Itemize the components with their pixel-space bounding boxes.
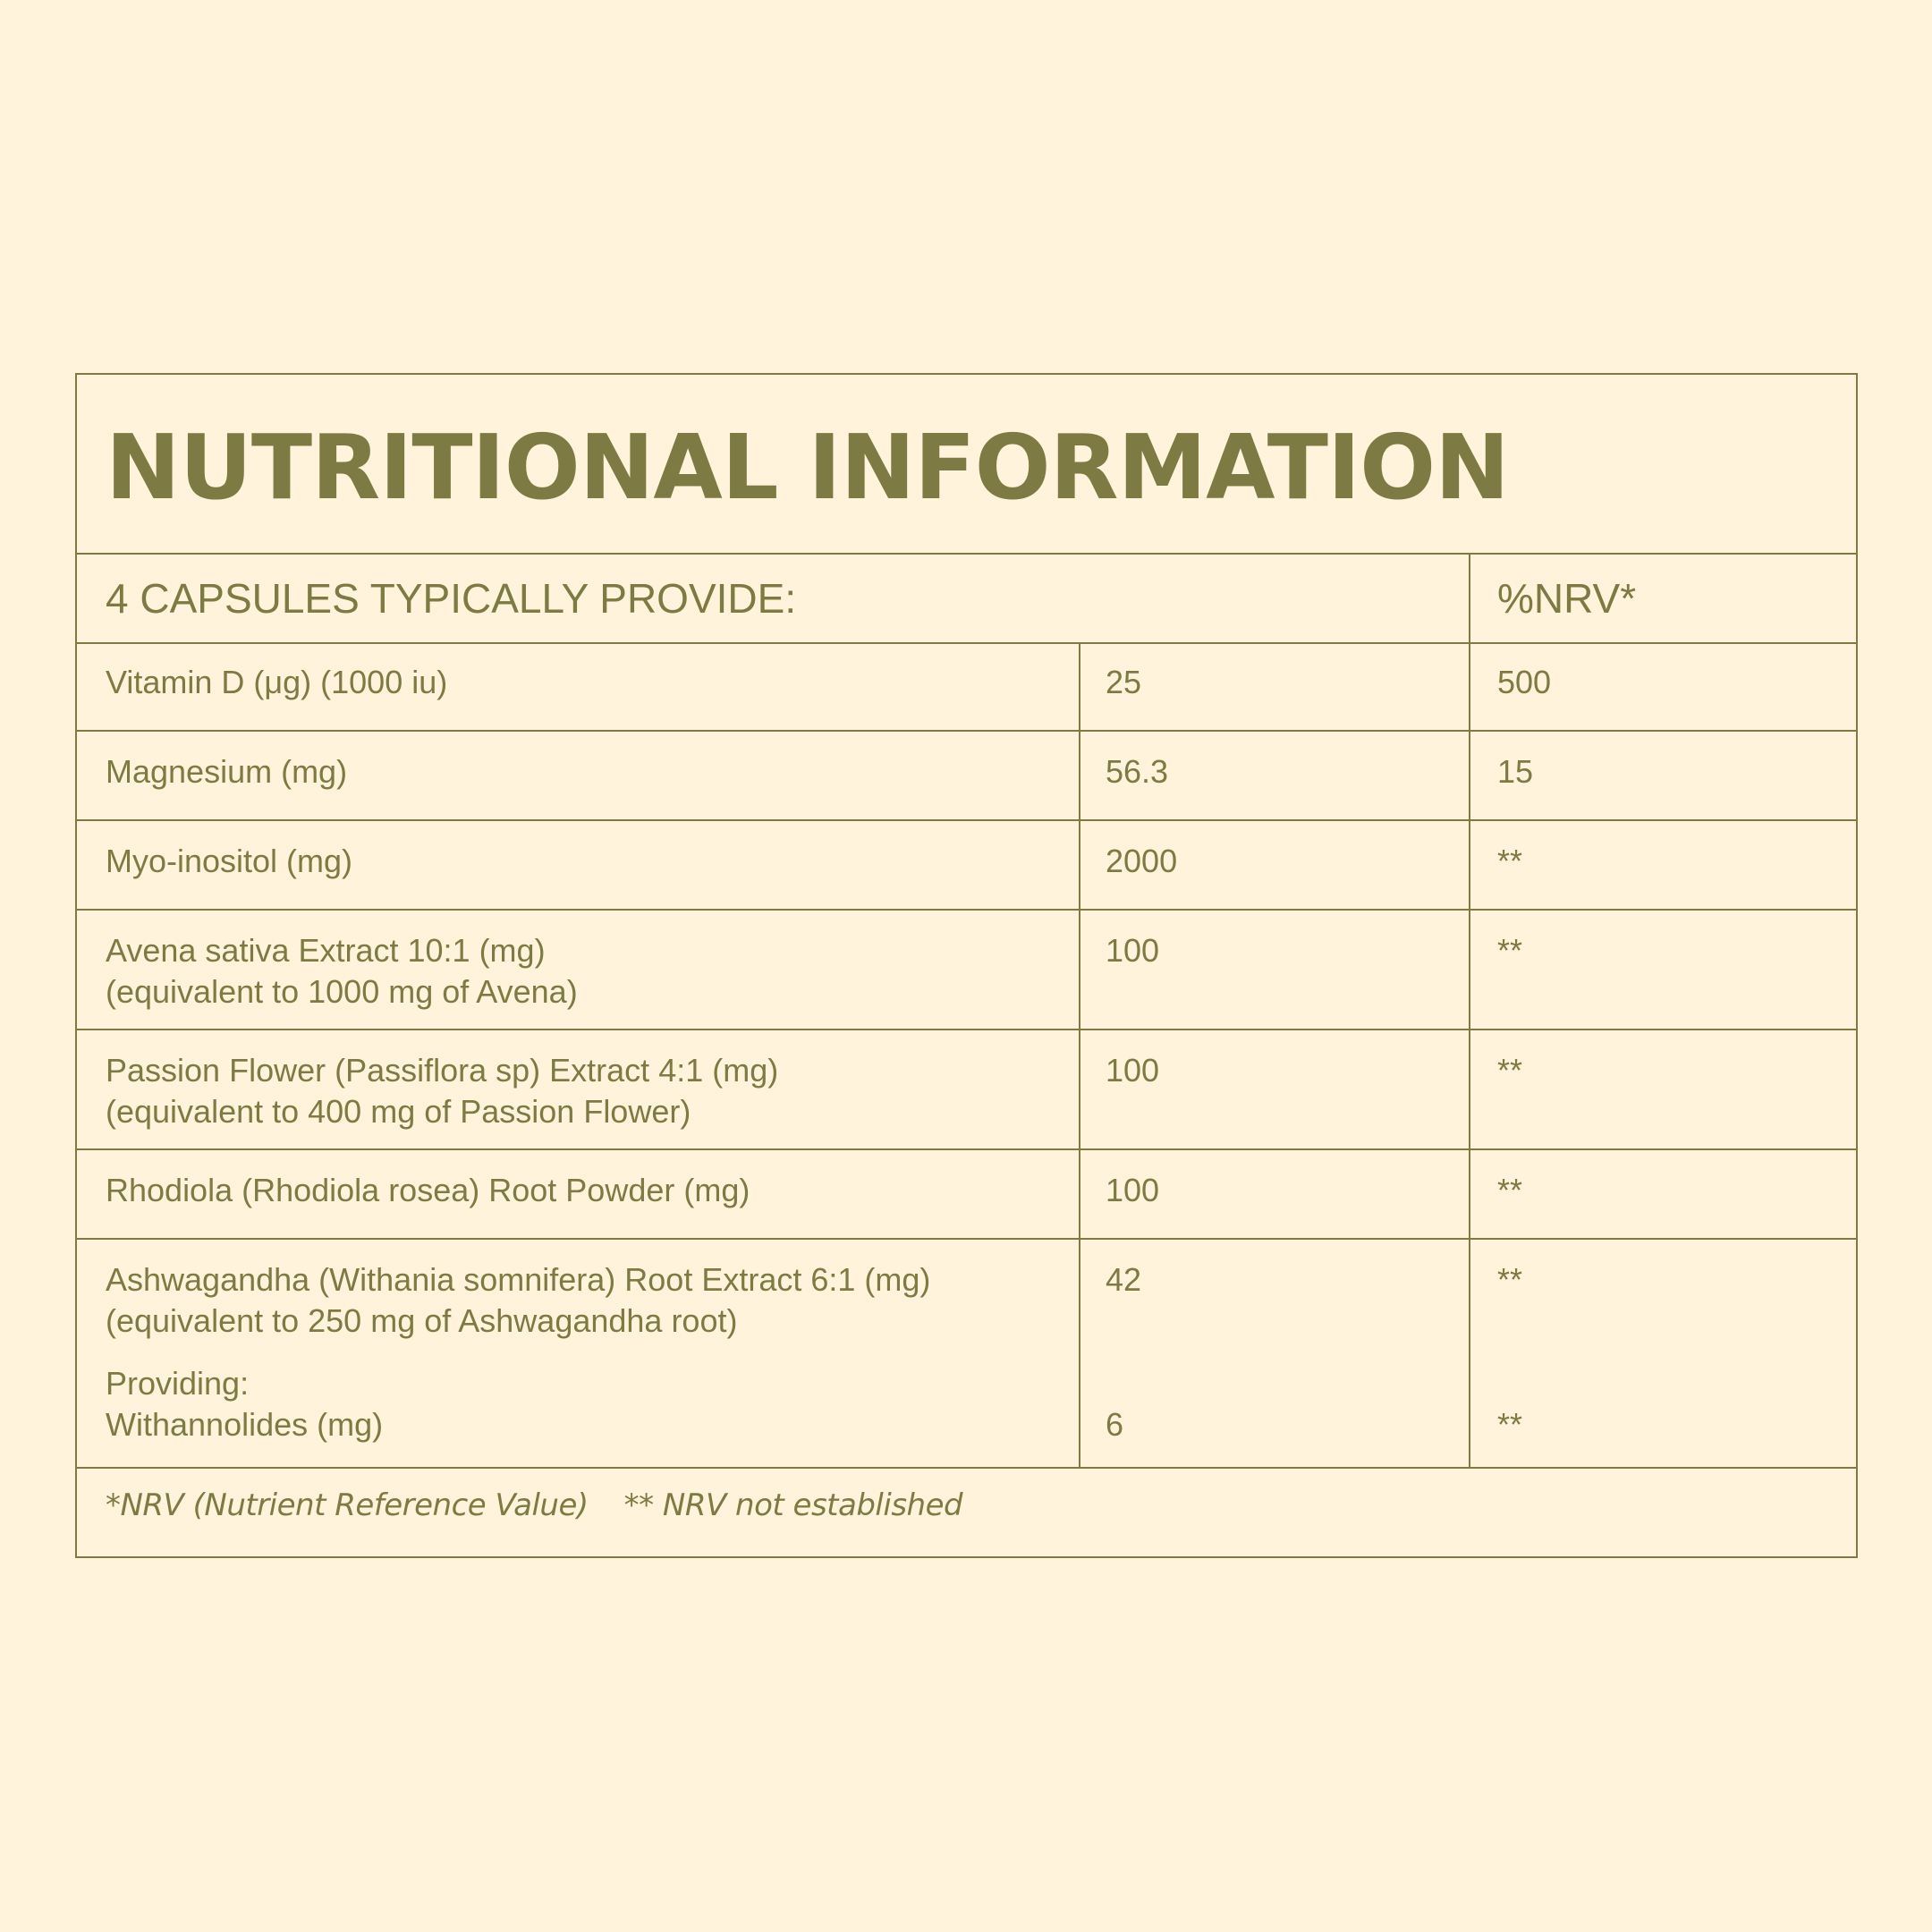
nutrient-name: Passion Flower (Passiflora sp) Extract 4:1 (mg) bbox=[106, 1052, 779, 1089]
nutrient-nrv: ** bbox=[1497, 843, 1523, 879]
sub-nutrient-name: Withannolides (mg) bbox=[106, 1406, 384, 1443]
column-divider bbox=[1079, 1240, 1080, 1467]
nutrient-nrv: 15 bbox=[1497, 753, 1534, 790]
nrv-footnote: *NRV (Nutrient Reference Value) bbox=[106, 1487, 589, 1523]
nutrient-amount: 56.3 bbox=[1106, 753, 1169, 790]
nutrient-amount: 100 bbox=[1106, 1052, 1160, 1089]
column-divider bbox=[1079, 821, 1080, 909]
footnote bbox=[106, 1487, 963, 1523]
table-row bbox=[77, 1240, 1856, 1469]
nutrient-equivalent: (equivalent to 400 mg of Passion Flower) bbox=[106, 1093, 691, 1130]
nutrient-amount: 42 bbox=[1106, 1261, 1142, 1298]
nutrient-nrv: 500 bbox=[1497, 664, 1552, 700]
table-row bbox=[77, 1150, 1856, 1240]
table-header bbox=[77, 553, 1856, 644]
table-row bbox=[77, 1030, 1856, 1150]
title-row bbox=[77, 375, 1856, 555]
nutrient-nrv: ** bbox=[1497, 1172, 1523, 1208]
nutrient-amount: 25 bbox=[1106, 664, 1142, 700]
column-divider bbox=[1079, 642, 1080, 730]
nutrient-amount: 2000 bbox=[1106, 843, 1178, 879]
column-divider bbox=[1079, 732, 1080, 819]
column-divider bbox=[1469, 1150, 1470, 1238]
column-divider bbox=[1469, 642, 1470, 730]
header-column-divider bbox=[1469, 553, 1470, 642]
column-divider bbox=[1469, 911, 1470, 1029]
nutrient-nrv: ** bbox=[1497, 1052, 1523, 1089]
column-divider bbox=[1079, 1030, 1080, 1148]
nutrition-table bbox=[75, 373, 1858, 1558]
nrv-header: %NRV* bbox=[1497, 575, 1637, 622]
serving-label: 4 CAPSULES TYPICALLY PROVIDE: bbox=[106, 575, 797, 622]
table-row bbox=[77, 642, 1856, 732]
nutrient-name: Vitamin D (μg) (1000 iu) bbox=[106, 664, 448, 700]
nutrient-name: Ashwagandha (Withania somnifera) Root Extract 6:1 (mg) bbox=[106, 1261, 931, 1298]
nutrient-amount: 100 bbox=[1106, 1172, 1160, 1208]
nutrient-equivalent: (equivalent to 1000 mg of Avena) bbox=[106, 973, 578, 1010]
column-divider bbox=[1469, 732, 1470, 819]
not-established-footnote: ** NRV not established bbox=[623, 1487, 963, 1523]
nutrient-nrv: ** bbox=[1497, 1261, 1523, 1298]
column-divider bbox=[1079, 911, 1080, 1029]
nutrient-nrv: ** bbox=[1497, 932, 1523, 969]
sub-nutrient-amount: 6 bbox=[1106, 1406, 1124, 1443]
sub-nutrient-nrv: ** bbox=[1497, 1406, 1523, 1443]
nutrient-name: Rhodiola (Rhodiola rosea) Root Powder (mg) bbox=[106, 1172, 750, 1208]
nutrient-equivalent: (equivalent to 250 mg of Ashwagandha root) bbox=[106, 1302, 738, 1339]
column-divider bbox=[1079, 1150, 1080, 1238]
providing-label: Providing: bbox=[106, 1365, 250, 1402]
nutrient-name: Magnesium (mg) bbox=[106, 753, 348, 790]
column-divider bbox=[1469, 1240, 1470, 1467]
table-row bbox=[77, 732, 1856, 821]
table-row bbox=[77, 821, 1856, 911]
column-divider bbox=[1469, 1030, 1470, 1148]
page-title: NUTRITIONAL INFORMATION bbox=[106, 415, 1509, 520]
table-row bbox=[77, 911, 1856, 1030]
nutrient-name: Myo-inositol (mg) bbox=[106, 843, 353, 879]
nutrient-amount: 100 bbox=[1106, 932, 1160, 969]
column-divider bbox=[1469, 821, 1470, 909]
nutrient-name: Avena sativa Extract 10:1 (mg) bbox=[106, 932, 546, 969]
